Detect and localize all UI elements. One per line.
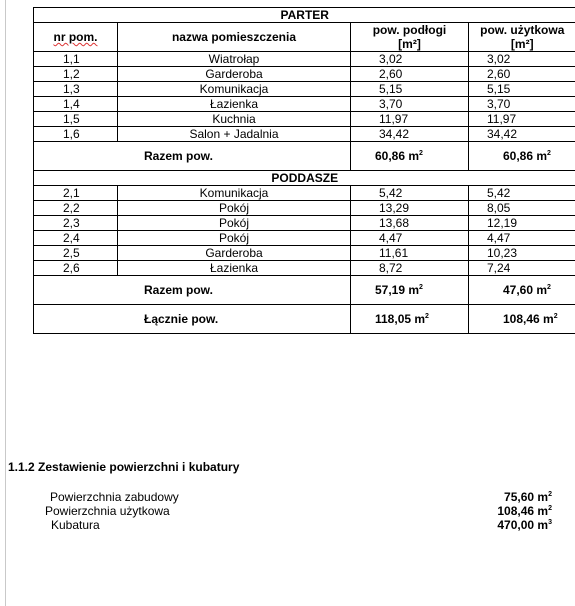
- room-number: 1,4: [34, 97, 118, 112]
- table-row: [34, 231, 575, 246]
- parter-total-usable: 60,86 $m^2$: [469, 142, 575, 171]
- table-row: [34, 127, 575, 142]
- room-number: 2,1: [34, 186, 118, 201]
- room-name: Pokój: [118, 216, 351, 231]
- header-floor-area: pow. podłogi [m²]: [351, 23, 469, 52]
- room-usable-area: 34,42: [469, 127, 575, 142]
- room-number: 1,3: [34, 82, 118, 97]
- table-row: [34, 112, 575, 127]
- header-unit: [m²]: [398, 37, 421, 51]
- poddasze-total-usable: 47,60 $m^2$: [469, 276, 575, 305]
- room-usable-area: 4,47: [469, 231, 575, 246]
- room-number: 1,6: [34, 127, 118, 142]
- room-floor-area: 2,60: [351, 67, 469, 82]
- room-number: 1,5: [34, 112, 118, 127]
- summary-value: 75,60 $m^2$: [504, 490, 552, 504]
- room-number: 1,1: [34, 52, 118, 67]
- summary-row: [0, 518, 575, 532]
- room-name: Salon + Jadalnia: [118, 127, 351, 142]
- room-usable-area: 8,05: [469, 201, 575, 216]
- room-usable-area: 2,60: [469, 67, 575, 82]
- header-nr: nr pom.: [34, 23, 118, 52]
- table-row: [34, 246, 575, 261]
- room-name: Komunikacja: [118, 82, 351, 97]
- room-floor-area: 13,29: [351, 201, 469, 216]
- room-number: 1,2: [34, 67, 118, 82]
- room-name: Łazienka: [118, 261, 351, 276]
- room-usable-area: 5,42: [469, 186, 575, 201]
- room-area-table: [33, 7, 575, 334]
- room-name: Garderoba: [118, 67, 351, 82]
- table-row: [34, 82, 575, 97]
- area-summary-list: [0, 490, 575, 532]
- summary-value: 108,46 $m^2$: [497, 504, 552, 518]
- poddasze-total-floor: 57,19 $m^2$: [351, 276, 469, 305]
- table-row: [34, 186, 575, 201]
- room-usable-area: 7,24: [469, 261, 575, 276]
- room-number: 2,2: [34, 201, 118, 216]
- room-name: Wiatrołap: [118, 52, 351, 67]
- room-usable-area: 3,70: [469, 97, 575, 112]
- room-name: Pokój: [118, 231, 351, 246]
- room-number: 2,4: [34, 231, 118, 246]
- header-room-name: nazwa pomieszczenia: [118, 23, 351, 52]
- room-floor-area: 34,42: [351, 127, 469, 142]
- room-floor-area: 8,72: [351, 261, 469, 276]
- room-name: Garderoba: [118, 246, 351, 261]
- room-floor-area: 11,97: [351, 112, 469, 127]
- table-row: [34, 52, 575, 67]
- room-number: 2,5: [34, 246, 118, 261]
- table-row: [34, 216, 575, 231]
- room-name: Pokój: [118, 201, 351, 216]
- section-heading: 1.1.2 Zestawienie powierzchni i kubatury: [8, 460, 240, 474]
- poddasze-title: PODDASZE: [34, 171, 575, 186]
- header-unit: [m²]: [510, 37, 534, 51]
- room-floor-area: 3,02: [351, 52, 469, 67]
- room-floor-area: 13,68: [351, 216, 469, 231]
- table-row: [34, 201, 575, 216]
- room-usable-area: 3,02: [469, 52, 575, 67]
- room-name: Łazienka: [118, 97, 351, 112]
- room-floor-area: 3,70: [351, 97, 469, 112]
- room-name: Komunikacja: [118, 186, 351, 201]
- room-usable-area: 11,97: [469, 112, 575, 127]
- grand-total-usable: 108,46 $m^2$: [469, 305, 575, 334]
- room-floor-area: 4,47: [351, 231, 469, 246]
- summary-row: [0, 490, 575, 504]
- parter-total-floor: 60,86 $m^2$: [351, 142, 469, 171]
- grand-total-label: Łącznie pow.: [34, 305, 351, 334]
- table-row: [34, 67, 575, 82]
- table-row: [34, 261, 575, 276]
- parter-total-label: Razem pow.: [34, 142, 351, 171]
- room-usable-area: 10,23: [469, 246, 575, 261]
- summary-label: Powierzchnia zabudowy: [50, 490, 179, 504]
- grand-total-floor: 118,05 $m^2$: [351, 305, 469, 334]
- summary-value: 470,00 $m^3$: [497, 518, 552, 532]
- room-floor-area: 5,15: [351, 82, 469, 97]
- room-number: 2,6: [34, 261, 118, 276]
- room-usable-area: 12,19: [469, 216, 575, 231]
- table-row: [34, 97, 575, 112]
- room-floor-area: 11,61: [351, 246, 469, 261]
- poddasze-total-label: Razem pow.: [34, 276, 351, 305]
- room-usable-area: 5,15: [469, 82, 575, 97]
- parter-title: PARTER: [34, 8, 575, 23]
- summary-label: Kubatura: [51, 518, 100, 532]
- room-number: 2,3: [34, 216, 118, 231]
- summary-row: [0, 504, 575, 518]
- summary-label: Powierzchnia użytkowa: [45, 504, 170, 518]
- header-usable-area: pow. użytkowa [m²]: [469, 23, 575, 52]
- room-floor-area: 5,42: [351, 186, 469, 201]
- room-name: Kuchnia: [118, 112, 351, 127]
